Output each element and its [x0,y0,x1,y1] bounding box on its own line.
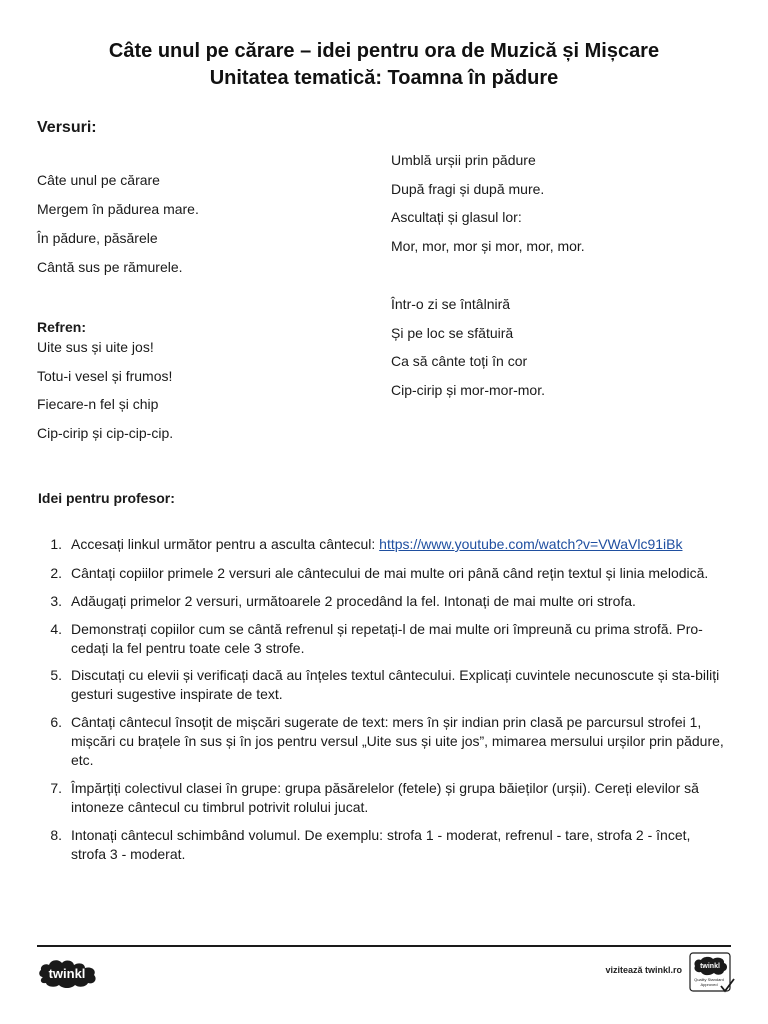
title-line-2: Unitatea tematică: Toamna în pădure [209,67,559,89]
list-number: 7. [50,780,62,796]
youtube-link[interactable]: https://www.youtube.com/watch?v=VWaVlc91iBk [379,536,683,552]
badge-brand: twinkl [700,963,720,970]
list-number: 6. [50,714,62,730]
refrain-label: Refren: [37,319,87,335]
list-number: 4. [50,621,62,637]
step-text: Cântați copiilor primele 2 versuri ale cântecului de mai multe ori până când rețin textul și linia melodică. [71,565,709,581]
lyric-line: Ascultați și glasul lor: [391,209,522,225]
lyric-line: În pădure, păsărele [37,230,158,246]
step-text: Adăugați primelor 2 versuri, următoarele 2 procedând la fel. Intonați de mai multe ori strofa. [71,593,636,609]
lyric-line: Totu-i vesel și frumos! [37,368,173,384]
badge-line-1: Quality Standard [694,977,724,982]
step-text: Cântați cântecul însoțit de mișcări sugerate de text: mers în șir indian prin clasă pe parcursul strofei 1, mișcări cu brațele în sus și în jos pentru versul „Uite sus și uite jos”, mimarea mersului urșilor prin pădure, etc. [71,714,724,768]
list-number: 2. [50,565,62,581]
title-line-1: Câte unul pe cărare – idei pentru ora de Muzică și Mișcare [108,40,660,62]
lyric-line: Cip-cirip și mor-mor-mor. [391,382,545,398]
badge-line-2: Approved [700,982,718,987]
list-number: 3. [50,593,62,609]
lyric-line: Și pe loc se sfătuiră [391,325,514,341]
twinkl-logo[interactable] [37,955,99,989]
lyric-line: Fiecare-n fel și chip [37,396,159,412]
ideas-heading: Idei pentru profesor: [38,490,175,506]
visit-site-text: vizitează twinkl.ro [605,965,682,975]
step-text: Demonstrați copiilor cum se cântă refrenul și repetați-l de mai multe ori împreună cu prima strofă. Pro-cedați la fel pentru toate cele 3 strofe. [71,621,703,656]
lyric-line: Ca să cânte toți în cor [391,353,528,369]
footer-divider [37,945,731,947]
lyric-line: Umblă urșii prin pădure [391,152,536,168]
list-number: 5. [50,667,62,683]
lyric-line: Mor, mor, mor și mor, mor, mor. [391,238,585,254]
step-text: Accesați linkul următor pentru a asculta cântecul: [71,536,380,552]
lyric-line: Câte unul pe cărare [37,172,160,188]
list-number: 8. [50,827,62,843]
lyric-line: Mergem în pădurea mare. [37,201,199,217]
lyric-line: După fragi și după mure. [391,181,545,197]
lyric-line: Într-o zi se întâlniră [391,296,511,312]
lyric-line: Cip-cirip și cip-cip-cip. [37,425,174,441]
lyrics-heading: Versuri: [37,119,97,136]
quality-badge-icon [689,952,735,994]
step-text: Discutați cu elevii și verificați dacă au înțeles textul cântecului. Explicați cuvintele necunoscute și sta-biliți gesturi sugestive inspirate de text. [71,667,720,702]
logo-text: twinkl [48,966,86,981]
step-text: Împărțiți colectivul clasei în grupe: grupa păsărelelor (fetele) și grupa băieților (urșii). Cereți elevilor să intoneze cântecul cu timbrul potrivit rolului jucat. [71,780,699,815]
list-number: 1. [50,536,62,552]
lyric-line: Uite sus și uite jos! [37,339,154,355]
step-text: Intonați cântecul schimbând volumul. De exemplu: strofa 1 - moderat, refrenul - tare, strofa 2 - încet, strofa 3 - moderat. [71,827,691,862]
page-title [0,38,768,92]
lyric-line: Cântă sus pe rămurele. [37,259,183,275]
